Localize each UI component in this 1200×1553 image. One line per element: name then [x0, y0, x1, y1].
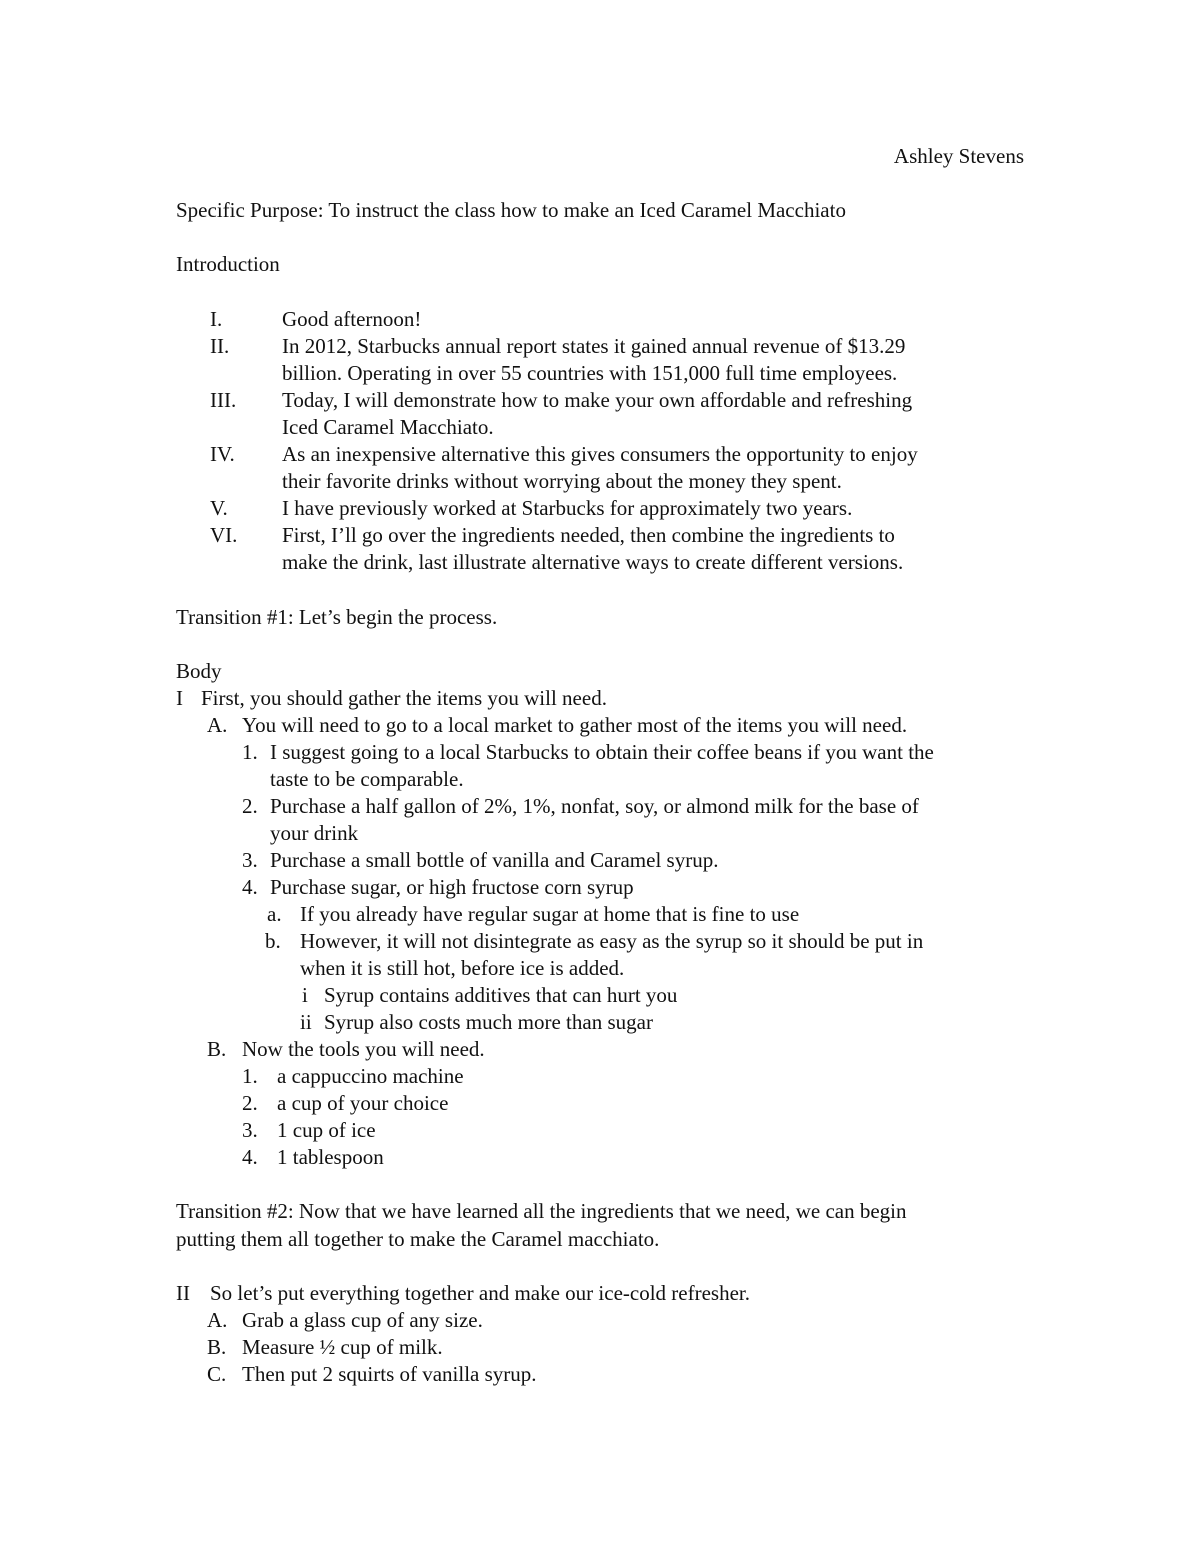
- body-1a-subsub-i-text: Syrup contains additives that can hurt you: [324, 983, 678, 1007]
- body-point-2-text: So let’s put everything together and make our ice-cold refresher.: [210, 1281, 750, 1305]
- body-1a-item-3-label: 3.: [242, 848, 258, 872]
- body-1b-item-3-label: 3.: [242, 1118, 258, 1142]
- intro-item-2-line-1: In 2012, Starbucks annual report states it gained annual revenue of $13.29: [282, 334, 906, 358]
- intro-item-4-line-1: As an inexpensive alternative this gives consumers the opportunity to enjoy: [282, 442, 918, 466]
- body-1b-item-4-label: 4.: [242, 1145, 258, 1169]
- specific-purpose: Specific Purpose: To instruct the class how to make an Iced Caramel Macchiato: [176, 198, 846, 222]
- body-1a-item-3-line-1: Purchase a small bottle of vanilla and Caramel syrup.: [270, 848, 719, 872]
- body-1b-item-1-text: a cappuccino machine: [277, 1064, 464, 1088]
- body-1a-subsub-ii-text: Syrup also costs much more than sugar: [324, 1010, 653, 1034]
- body-1a-item-4-line-1: Purchase sugar, or high fructose corn syrup: [270, 875, 634, 899]
- body-1a-item-1-line-2: taste to be comparable.: [270, 767, 464, 791]
- intro-numeral-3: III.: [210, 388, 237, 412]
- intro-item-6-line-1: First, I’ll go over the ingredients needed, then combine the ingredients to: [282, 523, 895, 547]
- transition-2-line-1: Transition #2: Now that we have learned all the ingredients that we need, we can begin: [176, 1199, 907, 1223]
- intro-item-2-line-2: billion. Operating in over 55 countries with 151,000 full time employees.: [282, 361, 898, 385]
- intro-item-4-line-2: their favorite drinks without worrying about the money they spent.: [282, 469, 842, 493]
- body-2-item-b-text: Measure ½ cup of milk.: [242, 1335, 443, 1359]
- intro-item-1-line-1: Good afternoon!: [282, 307, 422, 331]
- body-2-item-b-label: B.: [207, 1335, 227, 1359]
- body-1b-item-3-text: 1 cup of ice: [277, 1118, 376, 1142]
- body-1b-item-2-text: a cup of your choice: [277, 1091, 449, 1115]
- introduction-heading: Introduction: [176, 252, 280, 276]
- body-1a-sub-a-line-1: If you already have regular sugar at home that is fine to use: [300, 902, 800, 926]
- intro-numeral-4: IV.: [210, 442, 235, 466]
- body-1a-sub-b-label: b.: [265, 929, 281, 953]
- body-1a-item-4-label: 4.: [242, 875, 258, 899]
- body-1a-subsub-ii-label: ii: [300, 1010, 312, 1034]
- body-1a-sub-b-line-1: However, it will not disintegrate as easy as the syrup so it should be put in: [300, 929, 924, 953]
- intro-item-5-line-1: I have previously worked at Starbucks for approximately two years.: [282, 496, 853, 520]
- intro-item-3-line-2: Iced Caramel Macchiato.: [282, 415, 494, 439]
- intro-item-3-line-1: Today, I will demonstrate how to make your own affordable and refreshing: [282, 388, 913, 412]
- body-point-1-numeral: I: [176, 686, 183, 710]
- intro-numeral-1: I.: [210, 307, 223, 331]
- transition-1: Transition #1: Let’s begin the process.: [176, 605, 498, 629]
- body-1b-item-4-text: 1 tablespoon: [277, 1145, 384, 1169]
- body-2-item-a-text: Grab a glass cup of any size.: [242, 1308, 483, 1332]
- body-1a-item-1-label: 1.: [242, 740, 258, 764]
- body-1a-text: You will need to go to a local market to gather most of the items you will need.: [242, 713, 908, 737]
- body-1b-item-1-label: 1.: [242, 1064, 258, 1088]
- body-1a-sub-a-label: a.: [267, 902, 282, 926]
- body-1b-label: B.: [207, 1037, 227, 1061]
- intro-numeral-6: VI.: [210, 523, 238, 547]
- intro-item-6-line-2: make the drink, last illustrate alternative ways to create different versions.: [282, 550, 904, 574]
- body-1a-sub-b-line-2: when it is still hot, before ice is added.: [300, 956, 625, 980]
- body-1a-item-2-label: 2.: [242, 794, 258, 818]
- body-1a-item-2-line-2: your drink: [270, 821, 359, 845]
- author-name: Ashley Stevens: [893, 144, 1024, 168]
- body-1b-text: Now the tools you will need.: [242, 1037, 485, 1061]
- body-2-item-a-label: A.: [207, 1308, 228, 1332]
- body-2-item-c-text: Then put 2 squirts of vanilla syrup.: [242, 1362, 537, 1386]
- body-1a-item-1-line-1: I suggest going to a local Starbucks to obtain their coffee beans if you want the: [270, 740, 934, 764]
- body-point-1-text: First, you should gather the items you will need.: [201, 686, 607, 710]
- body-heading: Body: [176, 659, 222, 683]
- transition-2-line-2: putting them all together to make the Caramel macchiato.: [176, 1227, 660, 1251]
- body-point-2-numeral: II: [176, 1281, 190, 1305]
- body-1a-subsub-i-label: i: [302, 983, 308, 1007]
- body-2-item-c-label: C.: [207, 1362, 227, 1386]
- intro-numeral-5: V.: [210, 496, 228, 520]
- body-1a-item-2-line-1: Purchase a half gallon of 2%, 1%, nonfat, soy, or almond milk for the base of: [270, 794, 919, 818]
- body-1b-item-2-label: 2.: [242, 1091, 258, 1115]
- body-1a-label: A.: [207, 713, 228, 737]
- intro-numeral-2: II.: [210, 334, 230, 358]
